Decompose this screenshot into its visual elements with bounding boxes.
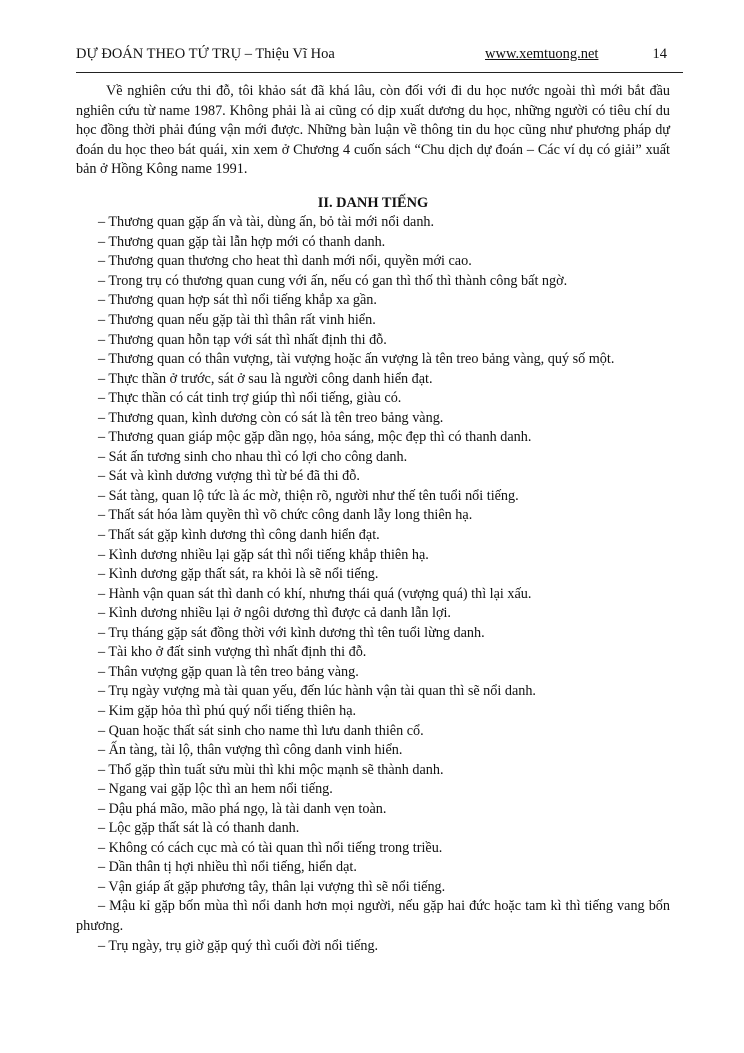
list-item: – Sát tàng, quan lộ tức là ác mờ, thiện rõ, người như thế tên tuổi nổi tiếng.: [98, 487, 519, 504]
list-item: – Kình dương nhiều lại ở ngôi dương thì được cả danh lẫn lợi.: [98, 605, 451, 622]
list-item: – Thương quan nếu gặp tài thì thân rất vinh hiển.: [98, 312, 376, 329]
list-item: – Thổ gặp thìn tuất sửu mùi thì khi mộc mạnh sẽ thành danh.: [98, 761, 444, 778]
list-item: – Thương quan, kình dương còn có sát là tên treo bảng vàng.: [98, 409, 444, 426]
list-item: – Tài kho ở đất sinh vượng thì nhất định thi đỗ.: [98, 644, 367, 661]
list-item: – Sát ấn tương sinh cho nhau thì có lợi cho công danh.: [98, 448, 408, 465]
list-item: – Quan hoặc thất sát sinh cho name thì lưu danh thiên cổ.: [98, 722, 424, 739]
page-body: [76, 82, 670, 956]
list-item: – Sát và kình dương vượng thì từ bé đã thi đỗ.: [98, 468, 360, 485]
list-item: – Hành vận quan sát thì danh có khí, nhưng thái quá (vượng quá) thì lại xấu.: [98, 585, 532, 602]
list-item: – Trong trụ có thương quan cung với ấn, nếu có gan thì thố thì thành công bất ngờ.: [98, 272, 568, 289]
list-item: – Thực thần ở trước, sát ở sau là người công danh hiển đạt.: [98, 370, 433, 387]
list-item: – Thương quan hỗn tạp với sát thì nhất định thi đỗ.: [98, 331, 387, 348]
header-title: DỰ ĐOÁN THEO TỨ TRỤ – Thiệu Vĩ Hoa: [76, 46, 335, 62]
list-item: – Trụ tháng gặp sát đồng thời với kình dương thì tên tuổi lừng danh.: [98, 624, 485, 641]
list-item: – Dần thân tị hợi nhiều thì nổi tiếng, hiển dạt.: [98, 859, 357, 876]
list-item: – Thân vượng gặp quan là tên treo bảng vàng.: [98, 663, 359, 680]
list-item: – Thương quan có thân vượng, tài vượng hoặc ấn vượng là tên treo bảng vàng, quý số một.: [98, 351, 615, 368]
list-item: – Kim gặp hỏa thì phú quý nổi tiếng thiên hạ.: [98, 702, 357, 719]
list-item: – Vận giáp ất gặp phương tây, thân lại vượng thì sẽ nổi tiếng.: [98, 878, 446, 895]
list-item: – Kình dương nhiều lại gặp sát thì nổi tiếng khắp thiên hạ.: [98, 546, 429, 563]
list-item: – Kình dương gặp thất sát, ra khỏi là sẽ nổi tiếng.: [98, 566, 379, 583]
list-item: – Mậu kỉ gặp bốn mùa thì nổi danh hơn mọi người, nếu gặp hai đức hoặc tam kì thì tiếng vang bốn phương.: [76, 898, 670, 934]
item-list: [76, 213, 670, 956]
header-divider: [76, 72, 683, 73]
page-header: [76, 46, 669, 68]
list-item: – Thất sát gặp kình dương thì công danh hiển đạt.: [98, 527, 380, 544]
list-item: – Không có cách cục mà có tài quan thì nổi tiếng trong triều.: [98, 839, 443, 856]
list-item: – Thương quan giáp mộc gặp dần ngọ, hỏa sáng, mộc đẹp thì có thanh danh.: [98, 429, 532, 446]
list-item: – Ngang vai gặp lộc thì an hem nổi tiếng.: [98, 781, 333, 798]
section-heading: II. DANH TIẾNG: [317, 194, 429, 211]
list-item: – Thất sát hóa làm quyền thì võ chức công danh lẫy long thiên hạ.: [98, 507, 473, 524]
list-item: – Trụ ngày, trụ giờ gặp quý thì cuối đời nổi tiếng.: [98, 937, 379, 954]
list-item: – Trụ ngày vượng mà tài quan yếu, đến lúc hành vận tài quan thì sẽ nổi danh.: [98, 683, 536, 700]
intro-paragraph: Về nghiên cứu thi đỗ, tôi khảo sát đã khá lâu, còn đối với đi du học nước ngoài thì mới bắt đầu nghiên cứu từ name 1987. Không phải là ai cũng có dịp xuất dương du học, những người có tiêu chí du học đồng thời phải đúng vận mới được. Những bàn luận về thông tin du học cũng như phương pháp dự đoán du học theo bát quái, xin xem ở Chương 4 cuốn sách “Chu dịch dự đoán – Các ví dụ có giải” xuất bản ở Hồng Kông name 1991.: [76, 83, 670, 178]
list-item: – Thương quan hợp sát thì nổi tiếng khắp xa gần.: [98, 292, 377, 309]
list-item: – Ấn tàng, tài lộ, thân vượng thì công danh vinh hiển.: [98, 742, 403, 759]
list-item: – Thương quan gặp tài lẫn hợp mới có thanh danh.: [98, 233, 386, 250]
page-number: 14: [652, 46, 667, 62]
list-item: – Dậu phá mão, mão phá ngọ, là tài danh vẹn toàn.: [98, 800, 387, 817]
list-item: – Thương quan thương cho heat thì danh mới nổi, quyền mới cao.: [98, 253, 472, 270]
header-site-link[interactable]: www.xemtuong.net: [485, 46, 599, 62]
list-item: – Thương quan gặp ấn và tài, dùng ấn, bỏ tài mới nổi danh.: [98, 214, 435, 231]
list-item: – Thực thần có cát tinh trợ giúp thì nổi tiếng, giàu có.: [98, 390, 402, 407]
list-item: – Lộc gặp thất sát là có thanh danh.: [98, 820, 300, 837]
